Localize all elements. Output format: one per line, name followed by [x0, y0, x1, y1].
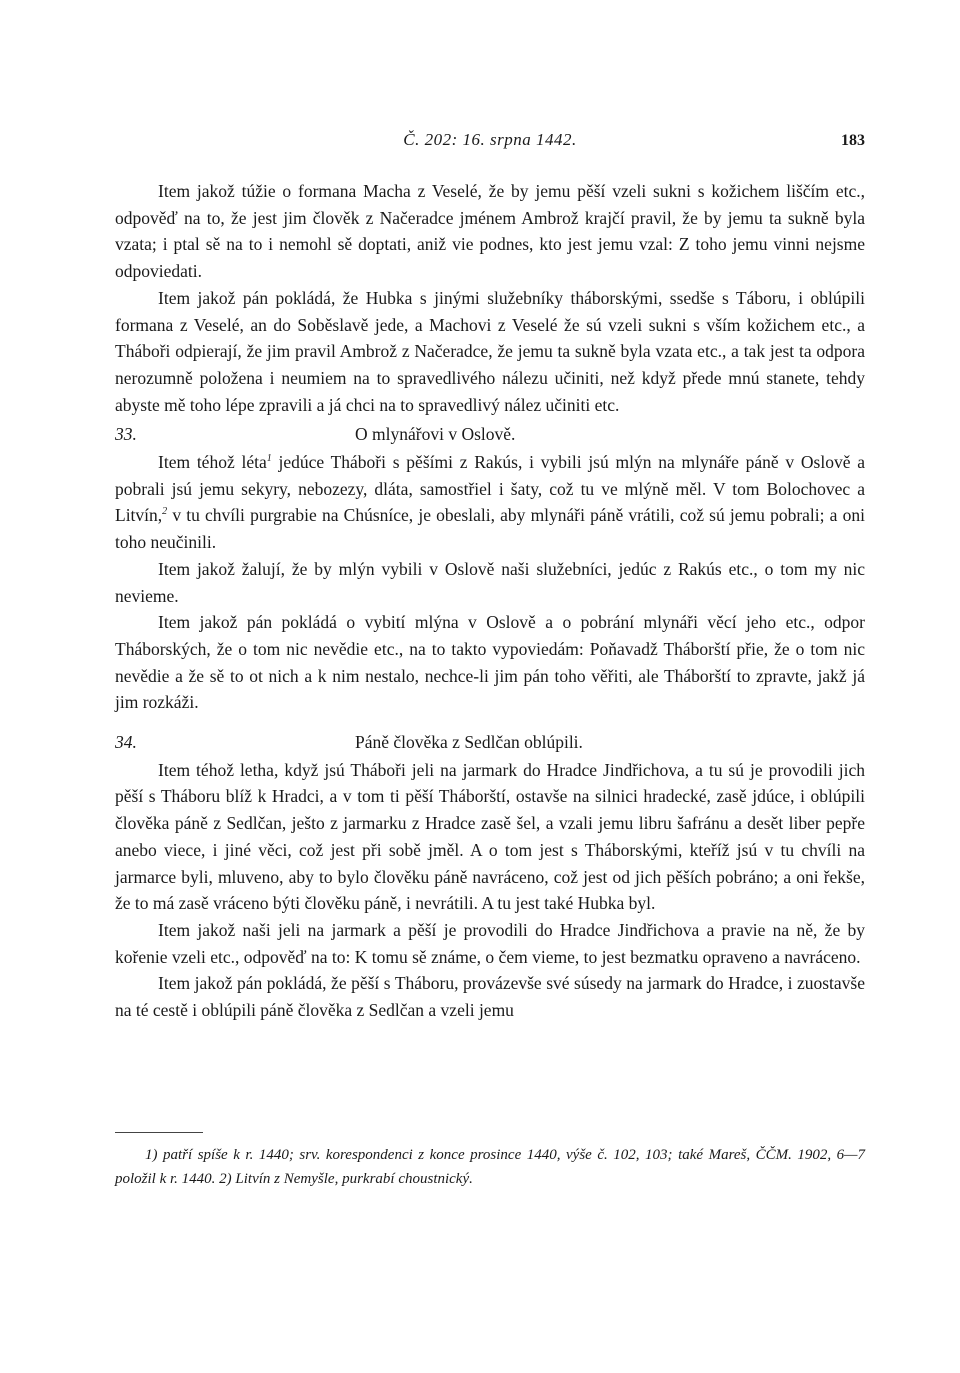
page-number: 183	[841, 132, 865, 149]
running-header	[115, 130, 865, 156]
footnote-rule	[115, 1132, 203, 1133]
running-title: Č. 202: 16. srpna 1442.	[403, 130, 577, 149]
paragraph: Item téhož letha, když jsú Tháboři jeli na jarmark do Hradce Jindřichova, a tu sú je provodili jich pěší s Tháboru blíž k Hradci, a v tom ti pěší Tháborští, ostavše na silnici hradecké, zasě jdúce, i oblúpili člověka páně z Sedlčan, ješto z jarmarku z Hradce zasě šel, a vzali jemu libru šafránu a desět liber pepře anebo viece, i jiné věci, což jest při sobě jměl. A o tom jest s Tháborskými, kteříž jsú v tu chvíli na jarmarce byli, mluveno, aby to bylo člověku páně navráceno, což jest od jich pěších pobráno; a oni řekše, že to má zasě vráceno býti člověku páně, i nevrátili. A tu jest také Hubka byl.	[115, 759, 865, 914]
text-run: Item téhož léta	[158, 452, 267, 473]
footnote-text: 1) patří spíše k r. 1440; srv. korespondenci z konce prosince 1440, výše č. 102, 103; také Mareš, ČČM. 1902, 6—7 položil k r. 1440. 2) Litvín z Nemyšle, purkrabí choustnický.	[115, 1147, 865, 1187]
text-run: v tu chvíli purgrabie na Chúsníce, je obeslali, aby mlynáři páně vrátili, což sú jemu pobrali; a oni toho neučinili.	[115, 505, 865, 553]
paragraph: Item jakož pán pokládá, že pěší s Tháboru, provázevše své súsedy na jarmark do Hradce, i zuostavše na té cestě i oblúpili páně člověka z Sedlčan a vzeli jemu	[115, 973, 865, 1021]
paragraph: Item jakož naši jeli na jarmark a pěší je provodili do Hradce Jindřichova a pravie na ně, že by kořenie vzeli etc., odpověď na to: K tomu sě známe, o čem vieme, to jest bezmatku opraveno a navráceno.	[115, 919, 865, 967]
footnote-ref: 1	[266, 453, 272, 465]
section-number: 33.	[115, 424, 137, 445]
section-title: O mlynářovi v Oslově.	[355, 424, 516, 445]
paragraph: Item jakož žalují, že by mlýn vybili v Oslově naši služebníci, jedúc z Rakús etc., o tom my nic nevieme.	[115, 558, 865, 606]
main-text	[115, 178, 865, 1024]
footnotes	[115, 1143, 865, 1191]
section-number: 34.	[115, 732, 137, 753]
footnote-ref: 2	[162, 506, 168, 518]
paragraph: Item jakož túžie o formana Macha z Veselé, že by jemu pěší vzeli sukni s kožichem liščím etc., odpověď na to, že jest jim člověk z Načeradce jménem Ambrož krajčí pravil, že by jemu ta sukně byla vzata; i ptal sě na to i nemohl sě doptati, aniž vie podnes, kto jest jemu vzal: Z toho jemu vinni nejsme odpoviedati.	[115, 181, 865, 282]
paragraph	[115, 449, 865, 556]
section-heading-34	[115, 729, 865, 756]
section-title: Páně člověka z Sedlčan oblúpili.	[355, 732, 583, 753]
section-heading-33	[115, 421, 865, 448]
text-run: jedúce Tháboři s pěšími z Rakús, i vybili jsú mlýn na mlynáře páně v Oslově a pobrali jsú jemu sekyry, nebozezy, dláta, samostřiel i šaty, což tu ve mlýně měl. V tom Bolochovec a Litvín,	[115, 452, 865, 526]
paragraph: Item jakož pán pokládá, že Hubka s jinými služebníky tháborskými, ssedše s Táboru, i oblúpili formana z Veselé, an do Soběslavě jede, a Machovi z Veselé že sú vzeli sukni s vším kožichem etc., a Tháboři odpierají, že jim pravil Ambrož z Načeradce, že jemu ta sukně byla vzata etc., a tak jest ta odpora nerozumně položena i neumiem na to spravedlivého nálezu učiniti, než když přede mnú stanete, tehdy abyste mě toho lépe zpravili a já chci na to spravedlivý nález učiniti etc.	[115, 287, 865, 415]
paragraph: Item jakož pán pokládá o vybití mlýna v Oslově a o pobrání mlynáři věcí jeho etc., odpor Tháborských, že o tom nic nevědie etc., na to takto vypoviedám: Poňavadž Tháborští přie, že o tom nic nevědie a že sě to ot nich a k nim nestalo, nechce-li jim pán toho věřiti, ale Tháborští to zpravte, jakž já jim rozkáži.	[115, 612, 865, 713]
